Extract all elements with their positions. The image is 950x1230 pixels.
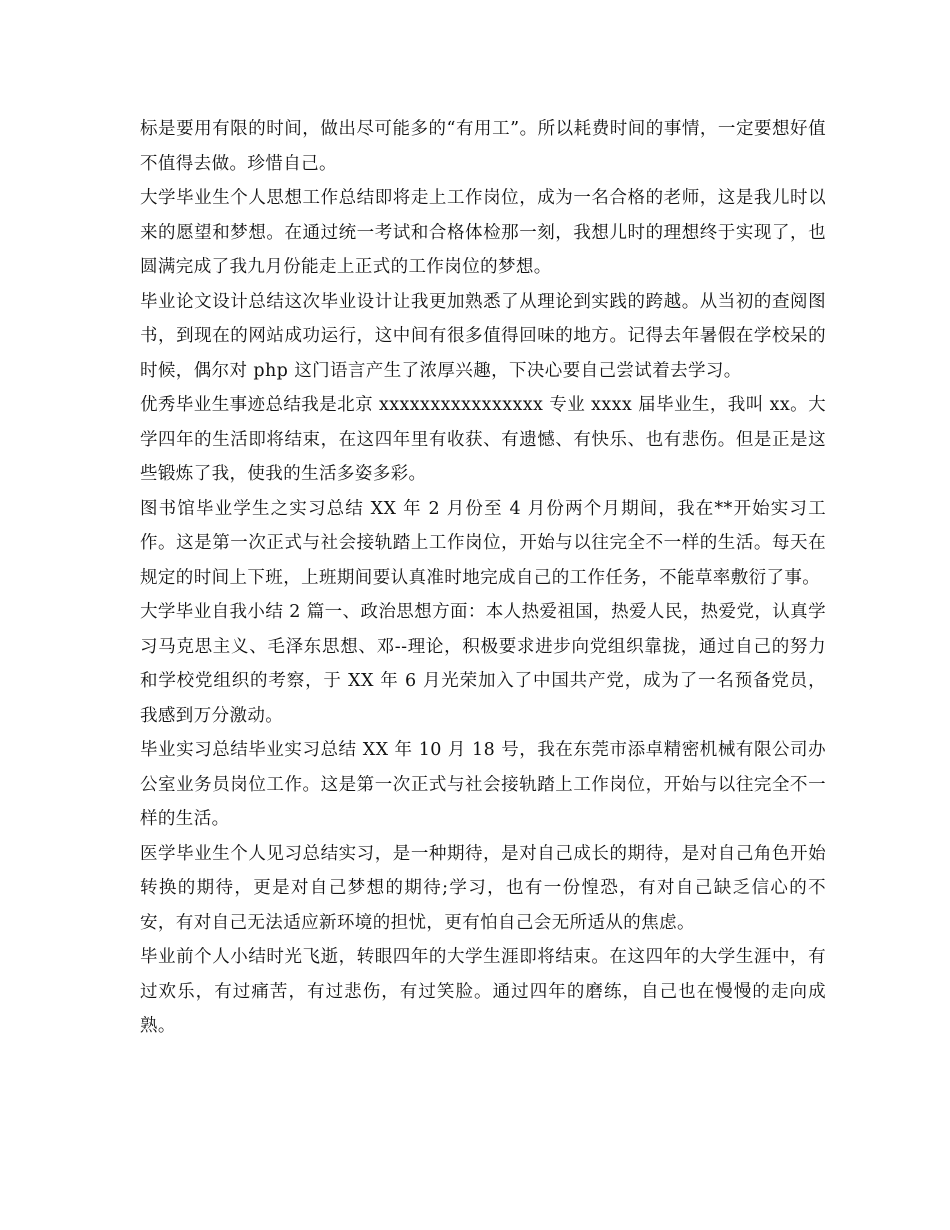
paragraph-9: 毕业前个人小结时光飞逝，转眼四年的大学生涯即将结束。在这四年的大学生涯中，有过欢乐，有过痛苦，有过悲伤，有过笑脸。通过四年的磨练，自己也在慢慢的走向成熟。: [140, 947, 826, 1036]
paragraph-5: 图书馆毕业学生之实习总结 XX 年 2 月份至 4 月份两个月期间，我在**开始实习工作。这是第一次正式与社会接轨踏上工作岗位，开始与以往完全不一样的生活。每天在规定的时间上下班，上班期间要认真准时地完成自己的工作任务，不能草率敷衍了事。: [140, 498, 826, 588]
paragraph-2: 大学毕业生个人思想工作总结即将走上工作岗位，成为一名合格的老师，这是我儿时以来的愿望和梦想。在通过统一考试和合格体检那一刻，我想儿时的理想终于实现了，也圆满完成了我九月份能走上正式的工作岗位的梦想。: [140, 188, 826, 277]
paragraph-6: 大学毕业自我小结 2 篇一、政治思想方面：本人热爱祖国，热爱人民，热爱党，认真学习马克思主义、毛泽东思想、邓--理论，积极要求进步向党组织靠拢，通过自己的努力和学校党组织的考察，于 XX 年 6 月光荣加入了中国共产党，成为了一名预备党员，我感到万分激动。: [140, 602, 826, 726]
paragraph-3: 毕业论文设计总结这次毕业设计让我更加熟悉了从理论到实践的跨越。从当初的查阅图书，到现在的网站成功运行，这中间有很多值得回味的地方。记得去年暑假在学校呆的时候，偶尔对 php 这门语言产生了浓厚兴趣，下决心要自己尝试着去学习。: [140, 291, 826, 381]
paragraph-8: 医学毕业生个人见习总结实习，是一种期待，是对自己成长的期待，是对自己角色开始转换的期待，更是对自己梦想的期待;学习，也有一份惶恐，有对自己缺乏信心的不安，有对自己无法适应新环境的担忧，更有怕自己会无所适从的焦虑。: [140, 843, 826, 933]
paragraph-4: 优秀毕业生事迹总结我是北京 xxxxxxxxxxxxxxxx 专业 xxxx 届毕业生，我叫 xx。大学四年的生活即将结束，在这四年里有收获、有遗憾、有快乐、也有悲伤。但是正是这些锻炼了我，使我的生活多姿多彩。: [140, 395, 826, 484]
document-body: [140, 112, 826, 1044]
paragraph-7: 毕业实习总结毕业实习总结 XX 年 10 月 18 号，我在东莞市添卓精密机械有限公司办公室业务员岗位工作。这是第一次正式与社会接轨踏上工作岗位，开始与以往完全不一样的生活。: [140, 740, 826, 829]
paragraph-1: 标是要用有限的时间，做出尽可能多的“有用工”。所以耗费时间的事情，一定要想好值不值得去做。珍惜自己。: [140, 119, 826, 174]
